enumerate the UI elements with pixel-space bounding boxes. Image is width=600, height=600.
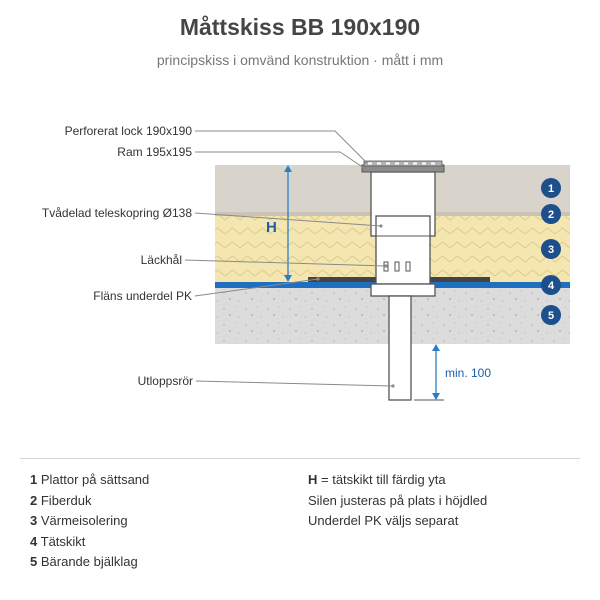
outlet-pipe [389,296,411,400]
legend-notes [308,470,487,532]
legend-item [30,470,149,491]
leak-hole [406,262,410,271]
legend-note: Underdel PK väljs separat [308,513,459,528]
label-leak-hole: Läckhål [140,253,182,267]
badge-4-label: 4 [547,280,555,292]
legend-num: 1 [30,472,38,487]
label-outlet-pipe: Utloppsrör [137,374,193,388]
legend-num: 2 [30,492,38,508]
h-label: H [266,219,277,236]
legend-text: Bärande bjälklag [40,554,138,569]
legend-text: Fiberduk [40,492,92,508]
badge-1-label: 1 [547,183,555,195]
legend-item [30,511,149,532]
telescope-ring [376,216,430,284]
leak-hole [395,262,399,271]
badge-5-label: 5 [547,310,555,322]
legend-text: Tätskikt [40,533,86,549]
label-frame: Ram 195x195 [117,145,192,159]
badge-2-label: 2 [547,209,555,221]
legend-h-definition [308,470,487,491]
legend-layers [30,470,149,573]
legend-num: 4 [30,533,38,549]
page-subtitle: principskiss i omvänd konstruktion · mått i mm [156,52,444,68]
page-title: Måttskiss BB 190x190 [179,14,421,40]
min-dimension-label: min. 100 [445,366,492,380]
legend-h-text: = tätskikt till färdig yta [317,472,446,487]
legend-h-key: H [308,472,318,487]
legend-item [30,532,149,553]
badge-3-label: 3 [547,244,555,256]
label-flange: Fläns underdel PK [93,289,192,303]
legend-num: 5 [30,554,38,569]
legend-item [30,491,149,512]
drain-lower-part [371,284,435,296]
legend-text: Värmeisolering [40,513,128,528]
label-telescope-ring: Tvådelad teleskopring Ø138 [41,206,192,220]
legend-note: Silen justeras på plats i höjdled [308,492,488,508]
legend-num: 3 [30,513,38,528]
label-perforated-lid: Perforerat lock 190x190 [64,124,192,138]
legend-divider [20,458,580,459]
legend-item [30,552,149,573]
perforated-lid [364,161,442,166]
legend-text: Plattor på sättsand [40,472,150,487]
min-dimension [414,344,444,400]
